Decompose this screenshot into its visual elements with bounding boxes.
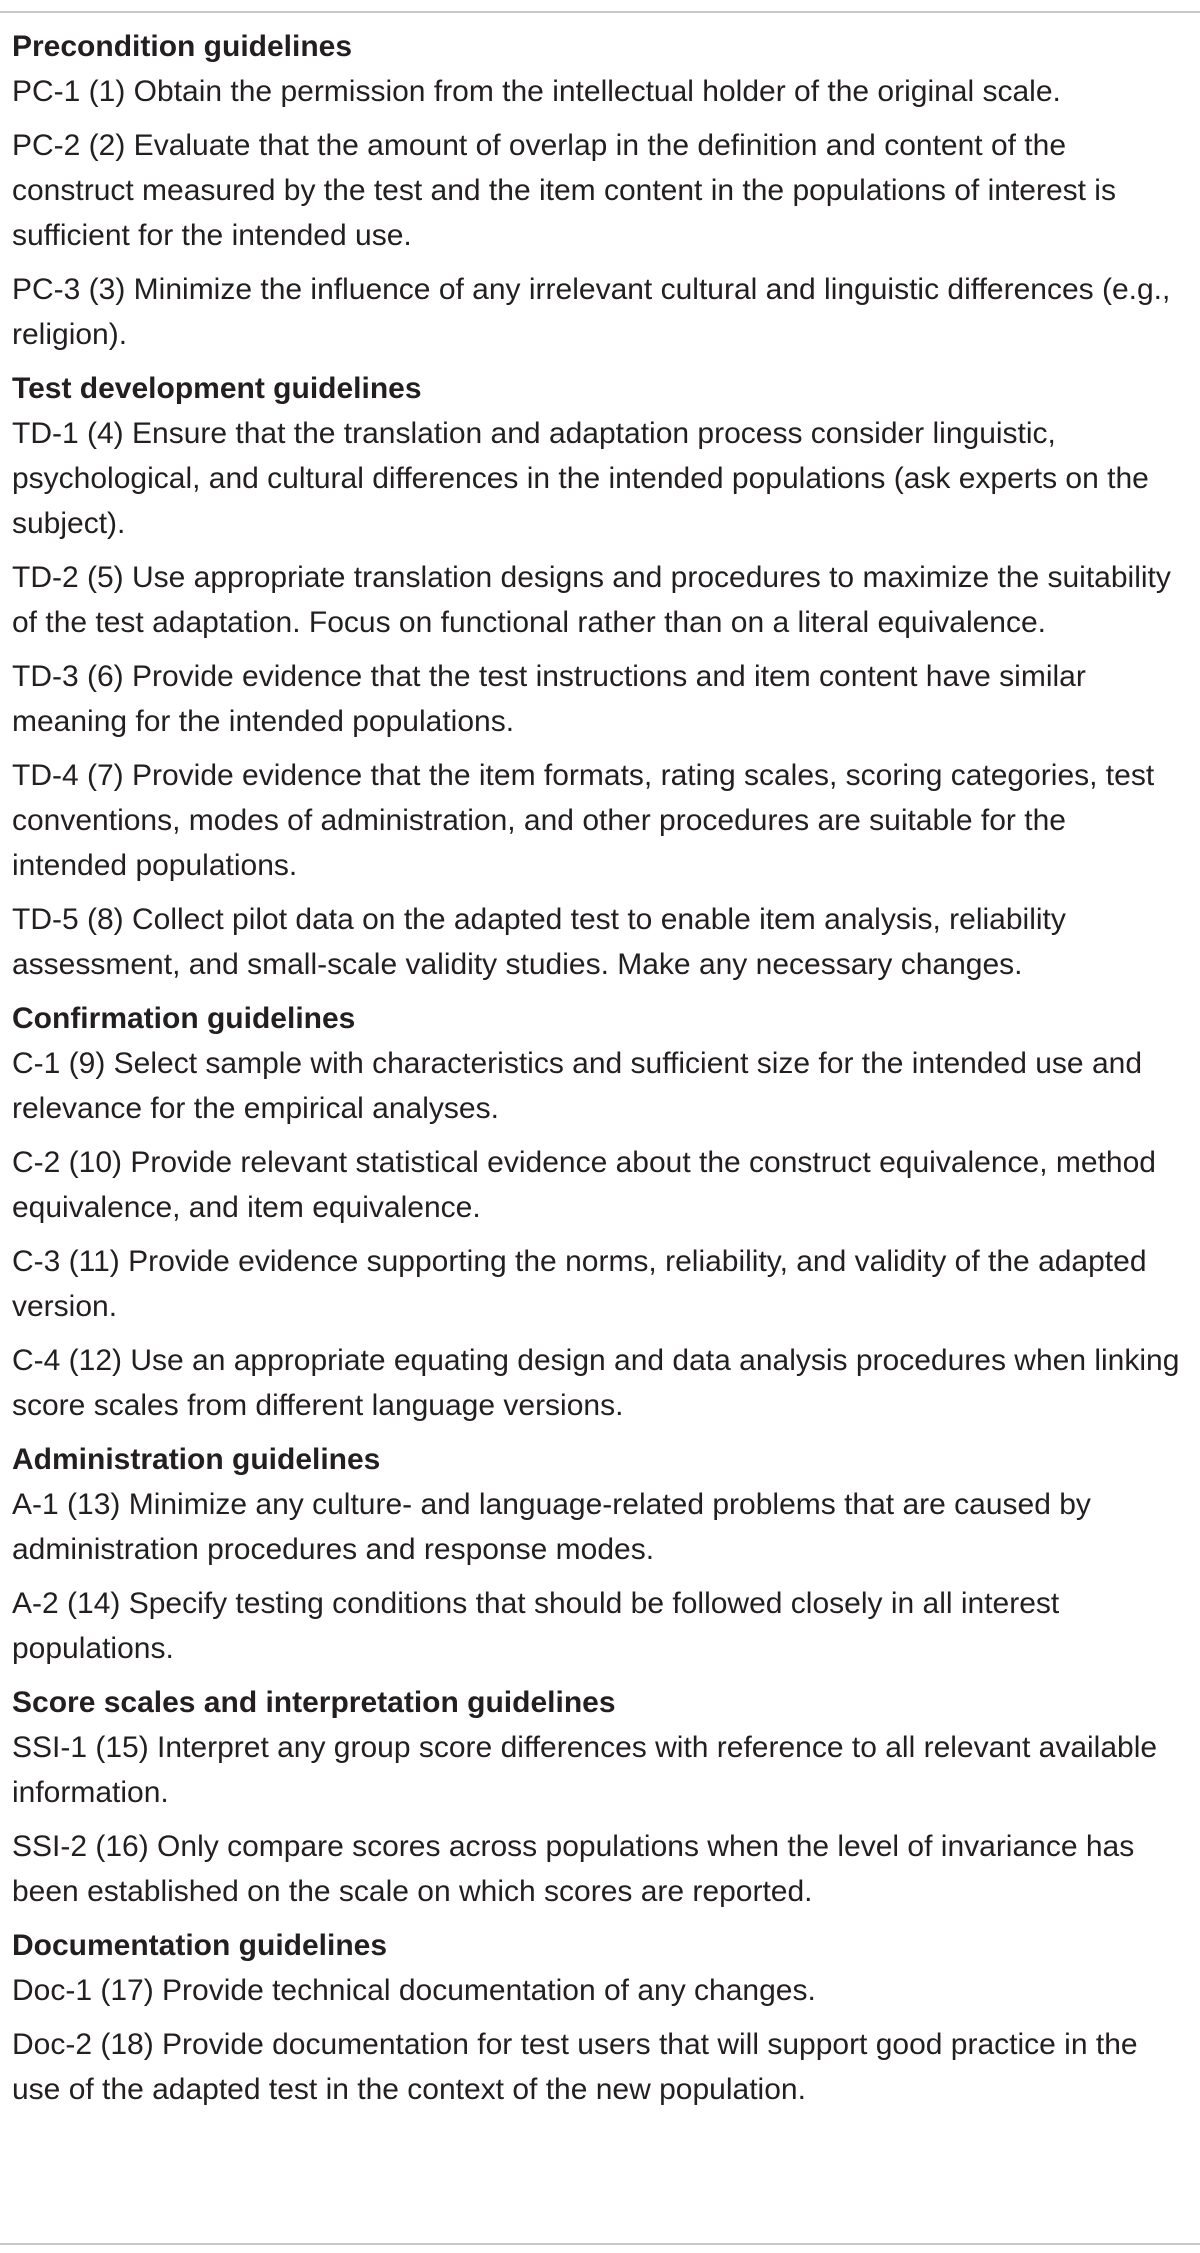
section-heading: Administration guidelines [12,1443,381,1476]
guideline-item: C-3 (11) Provide evidence supporting the norms, reliability, and validity of the adapted version. [12,1245,1147,1323]
guidelines-content [12,24,1187,2121]
guideline-item: TD-3 (6) Provide evidence that the test instructions and item content have similar meaning for the intended populations. [12,660,1086,738]
guideline-section [12,24,1187,357]
section-heading: Documentation guidelines [12,1929,388,1962]
guideline-item: SSI-2 (16) Only compare scores across populations when the level of invariance has been established on the scale on which scores are reported. [12,1830,1135,1908]
guideline-item: A-2 (14) Specify testing conditions that should be followed closely in all interest populations. [12,1587,1060,1665]
bottom-rule [0,2243,1200,2245]
guideline-item: Doc-2 (18) Provide documentation for test users that will support good practice in the use of the adapted test in the context of the new population. [12,2028,1138,2106]
guideline-item: TD-4 (7) Provide evidence that the item formats, rating scales, scoring categories, test conventions, modes of administration, and other procedures are suitable for the intended populations. [12,759,1155,882]
guideline-item: PC-1 (1) Obtain the permission from the intellectual holder of the original scale. [12,75,1061,108]
guideline-item: PC-2 (2) Evaluate that the amount of overlap in the definition and content of the construct measured by the test and the item content in the populations of interest is sufficient for the intended use. [12,129,1116,252]
guideline-section [12,1437,1187,1671]
guideline-item: C-4 (12) Use an appropriate equating design and data analysis procedures when linking score scales from different language versions. [12,1344,1180,1422]
guideline-item: A-1 (13) Minimize any culture- and language-related problems that are caused by administration procedures and response modes. [12,1488,1091,1566]
guideline-item: TD-2 (5) Use appropriate translation designs and procedures to maximize the suitability of the test adaptation. Focus on functional rather than on a literal equivalence. [12,561,1171,639]
guideline-section [12,366,1187,987]
guideline-item: C-1 (9) Select sample with characteristics and sufficient size for the intended use and relevance for the empirical analyses. [12,1047,1143,1125]
guideline-item: C-2 (10) Provide relevant statistical evidence about the construct equivalence, method equivalence, and item equivalence. [12,1146,1156,1224]
section-heading: Score scales and interpretation guidelines [12,1686,616,1719]
guideline-section [12,996,1187,1428]
section-heading: Test development guidelines [12,372,422,405]
section-heading: Confirmation guidelines [12,1002,356,1035]
top-rule [0,11,1200,13]
guideline-item: TD-1 (4) Ensure that the translation and adaptation process consider linguistic, psychological, and cultural differences in the intended populations (ask experts on the subject). [12,417,1149,540]
guideline-item: SSI-1 (15) Interpret any group score differences with reference to all relevant available information. [12,1731,1158,1809]
guideline-item: PC-3 (3) Minimize the influence of any irrelevant cultural and linguistic differences (e.g., religion). [12,273,1171,351]
guideline-item: Doc-1 (17) Provide technical documentation of any changes. [12,1974,816,2007]
guideline-section [12,1680,1187,1914]
section-heading: Precondition guidelines [12,30,353,63]
guideline-section [12,1923,1187,2112]
guideline-item: TD-5 (8) Collect pilot data on the adapted test to enable item analysis, reliability assessment, and small-scale validity studies. Make any necessary changes. [12,903,1066,981]
